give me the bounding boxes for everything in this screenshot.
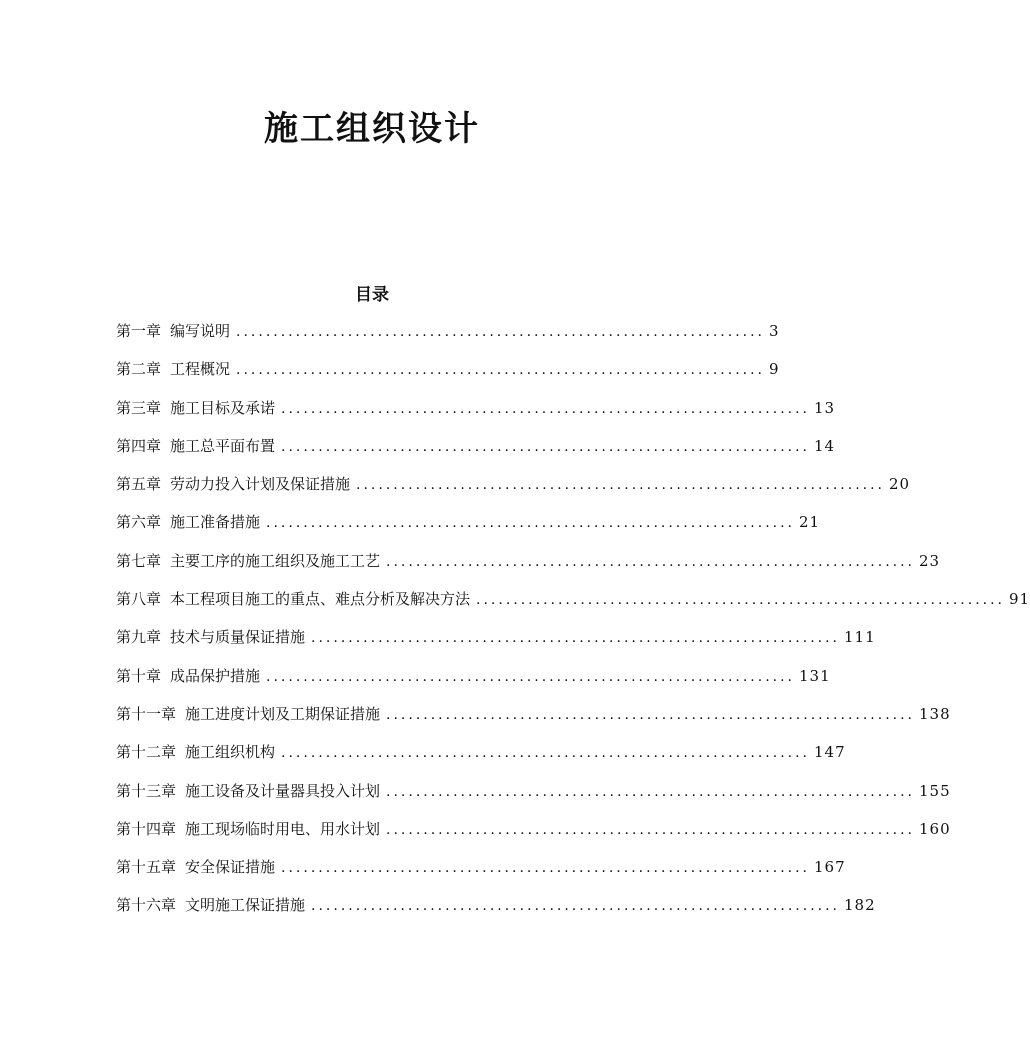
toc-entry[interactable] xyxy=(116,663,831,701)
toc-entry[interactable] xyxy=(116,816,951,854)
toc-chapter-title: 主要工序的施工组织及施工工艺 xyxy=(170,551,381,570)
toc-chapter-number: 第十二章 xyxy=(116,743,177,762)
toc-dot-leader: ....................................................................... xyxy=(386,553,915,570)
toc-chapter-number: 第四章 xyxy=(116,436,162,455)
toc-entry[interactable] xyxy=(116,433,836,471)
toc-chapter-title: 文明施工保证措施 xyxy=(185,896,306,915)
document-title: 施工组织设计 xyxy=(264,109,480,149)
toc-entry[interactable] xyxy=(116,624,876,662)
toc-dot-leader: ....................................................................... xyxy=(281,400,810,417)
toc-chapter-title: 施工准备措施 xyxy=(170,513,261,532)
toc-page-number: 167 xyxy=(814,858,846,877)
toc-entry[interactable] xyxy=(116,778,951,816)
toc-page-number: 20 xyxy=(889,475,911,494)
toc-dot-leader: ....................................................................... xyxy=(266,515,795,532)
toc-chapter-number: 第二章 xyxy=(116,360,162,379)
toc-chapter-title: 安全保证措施 xyxy=(185,858,276,877)
toc-entry[interactable] xyxy=(116,509,821,547)
toc-dot-leader: ....................................................................... xyxy=(281,745,810,762)
toc-dot-leader: ....................................................................... xyxy=(236,362,765,379)
toc-dot-leader: ....................................................................... xyxy=(281,438,810,455)
toc-page-number: 182 xyxy=(844,896,876,915)
toc-entry[interactable] xyxy=(116,854,846,892)
toc-chapter-number: 第十章 xyxy=(116,666,162,685)
toc-dot-leader: ....................................................................... xyxy=(386,821,915,838)
toc-page-number: 155 xyxy=(919,781,951,800)
toc-entry[interactable] xyxy=(116,892,876,930)
toc-dot-leader: ....................................................................... xyxy=(236,324,765,340)
toc-page-number: 3 xyxy=(769,322,780,340)
toc-entry[interactable] xyxy=(116,739,846,777)
toc-entry[interactable] xyxy=(116,471,911,509)
toc-chapter-title: 施工进度计划及工期保证措施 xyxy=(185,704,381,723)
toc-page-number: 23 xyxy=(919,551,941,570)
toc-page-number: 160 xyxy=(919,819,951,838)
toc-chapter-title: 技术与质量保证措施 xyxy=(170,628,306,647)
toc-chapter-title: 编写说明 xyxy=(170,322,231,340)
toc-chapter-title: 施工设备及计量器具投入计划 xyxy=(185,781,381,800)
toc-chapter-title: 成品保护措施 xyxy=(170,666,261,685)
toc-page-number: 131 xyxy=(799,666,831,685)
toc-chapter-title: 劳动力投入计划及保证措施 xyxy=(170,475,351,494)
toc-chapter-number: 第八章 xyxy=(116,590,162,609)
toc-chapter-title: 施工现场临时用电、用水计划 xyxy=(185,819,381,838)
toc-entry[interactable] xyxy=(116,586,1030,624)
toc-dot-leader: ....................................................................... xyxy=(311,898,840,915)
toc-heading: 目录 xyxy=(355,285,389,305)
toc-page-number: 9 xyxy=(769,360,780,379)
toc-dot-leader: ....................................................................... xyxy=(386,783,915,800)
toc-chapter-number: 第五章 xyxy=(116,475,162,494)
toc-dot-leader: ....................................................................... xyxy=(266,668,795,685)
toc-chapter-number: 第九章 xyxy=(116,628,162,647)
toc-chapter-number: 第十四章 xyxy=(116,819,177,838)
table-of-contents xyxy=(116,318,1030,931)
toc-chapter-number: 第一章 xyxy=(116,322,162,340)
toc-chapter-number: 第十五章 xyxy=(116,858,177,877)
toc-dot-leader: ....................................................................... xyxy=(311,630,840,647)
toc-entry[interactable] xyxy=(116,548,941,586)
toc-chapter-number: 第十三章 xyxy=(116,781,177,800)
toc-chapter-number: 第六章 xyxy=(116,513,162,532)
toc-chapter-number: 第十六章 xyxy=(116,896,177,915)
toc-chapter-title: 施工组织机构 xyxy=(185,743,276,762)
toc-entry[interactable] xyxy=(116,701,951,739)
toc-page-number: 14 xyxy=(814,436,836,455)
toc-chapter-number: 第十一章 xyxy=(116,704,177,723)
toc-page-number: 147 xyxy=(814,743,846,762)
toc-page-number: 13 xyxy=(814,398,836,417)
toc-dot-leader: ....................................................................... xyxy=(386,706,915,723)
toc-dot-leader: ....................................................................... xyxy=(281,860,810,877)
toc-dot-leader: ....................................................................... xyxy=(476,592,1005,609)
toc-entry[interactable] xyxy=(116,356,780,394)
toc-entry[interactable] xyxy=(116,395,836,433)
toc-page-number: 21 xyxy=(799,513,821,532)
toc-dot-leader: ....................................................................... xyxy=(356,477,885,494)
toc-page-number: 91 xyxy=(1009,590,1030,609)
toc-chapter-title: 本工程项目施工的重点、难点分析及解决方法 xyxy=(170,590,471,609)
toc-page-number: 138 xyxy=(919,704,951,723)
toc-chapter-number: 第七章 xyxy=(116,551,162,570)
toc-entry[interactable] xyxy=(116,318,780,356)
toc-chapter-title: 施工目标及承诺 xyxy=(170,398,276,417)
toc-chapter-title: 施工总平面布置 xyxy=(170,436,276,455)
toc-chapter-title: 工程概况 xyxy=(170,360,231,379)
toc-chapter-number: 第三章 xyxy=(116,398,162,417)
toc-page-number: 111 xyxy=(844,628,876,647)
